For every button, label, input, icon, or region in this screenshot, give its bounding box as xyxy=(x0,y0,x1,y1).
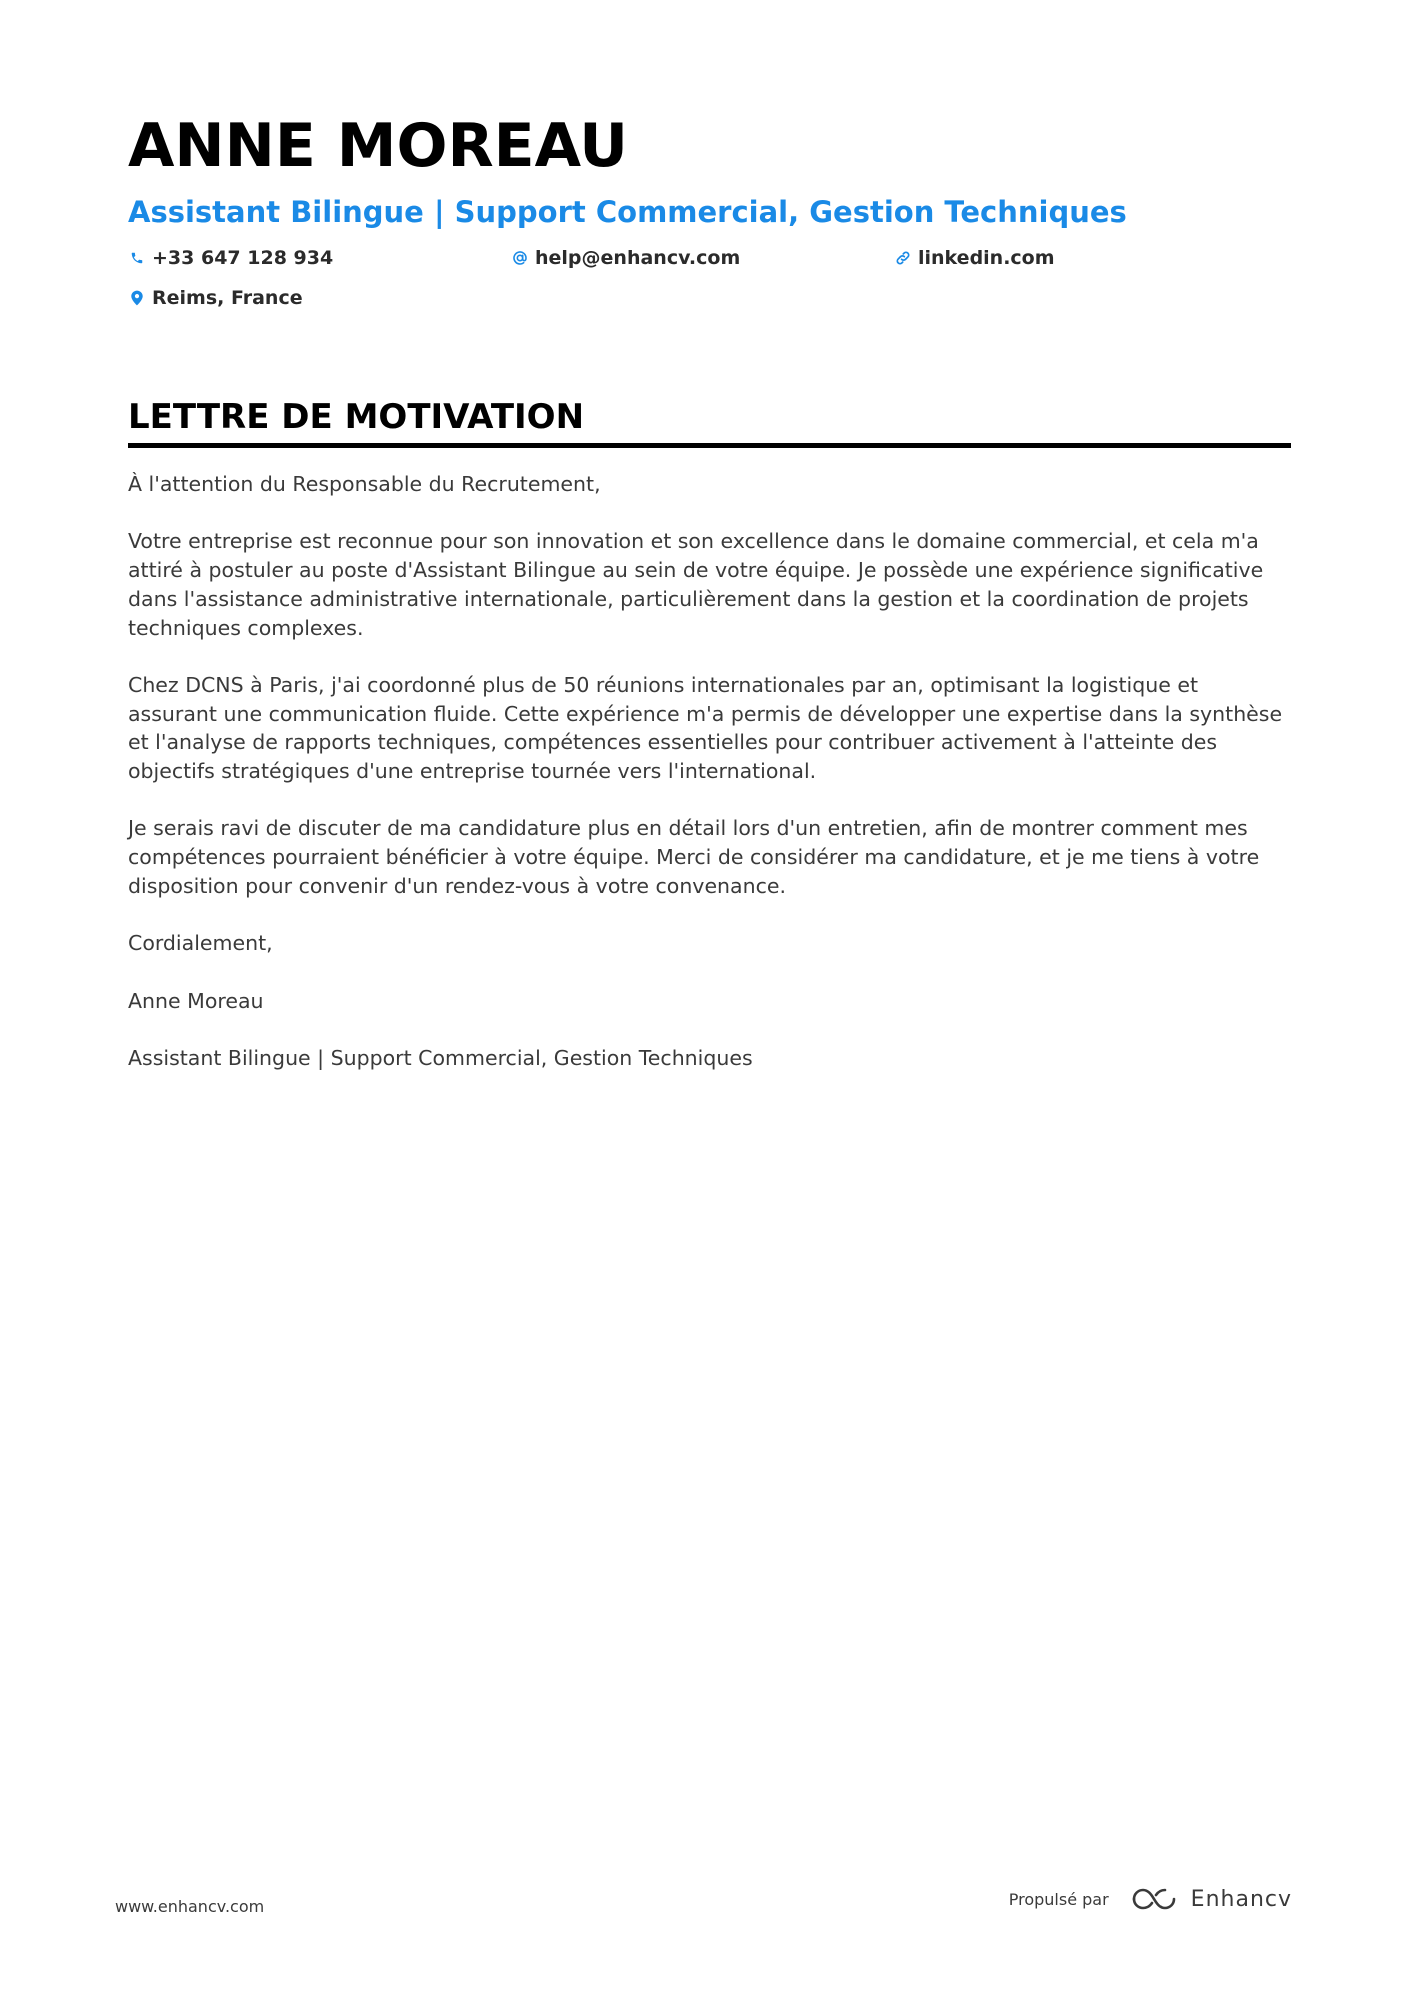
link-value[interactable]: linkedin.com xyxy=(918,247,1055,269)
letter-paragraph: Votre entreprise est reconnue pour son innovation et son excellence dans le domaine commercial, et cela m'a attiré à postuler au poste d'Assistant Bilingue au sein de votre équipe. Je possède une expérience significative dans l'assistance administrative internationale, particulièrement dans la gestion et la coordination de projets techniques complexes. xyxy=(128,529,1264,640)
letter-greeting: À l'attention du Responsable du Recrutement, xyxy=(128,472,601,496)
cover-letter-section xyxy=(128,395,1291,1101)
letter-signature: Anne Moreau xyxy=(128,988,264,1013)
candidate-name: ANNE MOREAU xyxy=(128,111,628,181)
powered-by-label: Propulsé par xyxy=(1008,1889,1109,1909)
location-value: Reims, France xyxy=(152,287,303,309)
section-title: LETTRE DE MOTIVATION xyxy=(128,395,1291,448)
brand-name: Enhancv xyxy=(1190,1886,1292,1912)
location-pin-icon xyxy=(128,289,146,307)
letter-paragraph: Chez DCNS à Paris, j'ai coordonné plus de 50 réunions internationales par an, optimisant la logistique et assurant une communication fluide. Cette expérience m'a permis de développer une expertise dans la synthèse et l'analyse de rapports techniques, compétences essentielles pour contribuer activement à l'atteinte des objectifs stratégiques d'une entreprise tournée vers l'international. xyxy=(128,672,1283,783)
contact-location xyxy=(128,286,511,310)
letter-closing: Cordialement, xyxy=(128,931,273,956)
at-icon xyxy=(511,249,529,267)
contact-phone xyxy=(128,246,511,270)
footer-website[interactable]: www.enhancv.com xyxy=(115,1897,265,1916)
phone-value[interactable]: +33 647 128 934 xyxy=(152,247,334,269)
phone-icon xyxy=(128,249,146,267)
footer-branding xyxy=(1009,1886,1292,1912)
contact-list xyxy=(128,246,1293,310)
header xyxy=(128,110,1293,310)
email-value[interactable]: help@enhancv.com xyxy=(535,247,741,269)
contact-email xyxy=(511,246,894,270)
letter-paragraph: Je serais ravi de discuter de ma candidature plus en détail lors d'un entretien, afin de montrer comment mes compétences pourraient bénéficier à votre équipe. Merci de considérer ma candidature, et je me tiens à votre disposition pour convenir d'un rendez-vous à votre convenance. xyxy=(128,816,1260,898)
enhancv-logo-icon xyxy=(1131,1886,1177,1912)
letter-signature-title: Assistant Bilingue | Support Commercial, Gestion Techniques xyxy=(128,1045,753,1070)
candidate-title: Assistant Bilingue | Support Commercial, Gestion Techniques xyxy=(128,195,1127,229)
contact-link xyxy=(894,246,1277,270)
letter-body xyxy=(128,470,1291,1073)
enhancv-logo[interactable] xyxy=(1131,1886,1292,1912)
link-icon xyxy=(894,249,912,267)
